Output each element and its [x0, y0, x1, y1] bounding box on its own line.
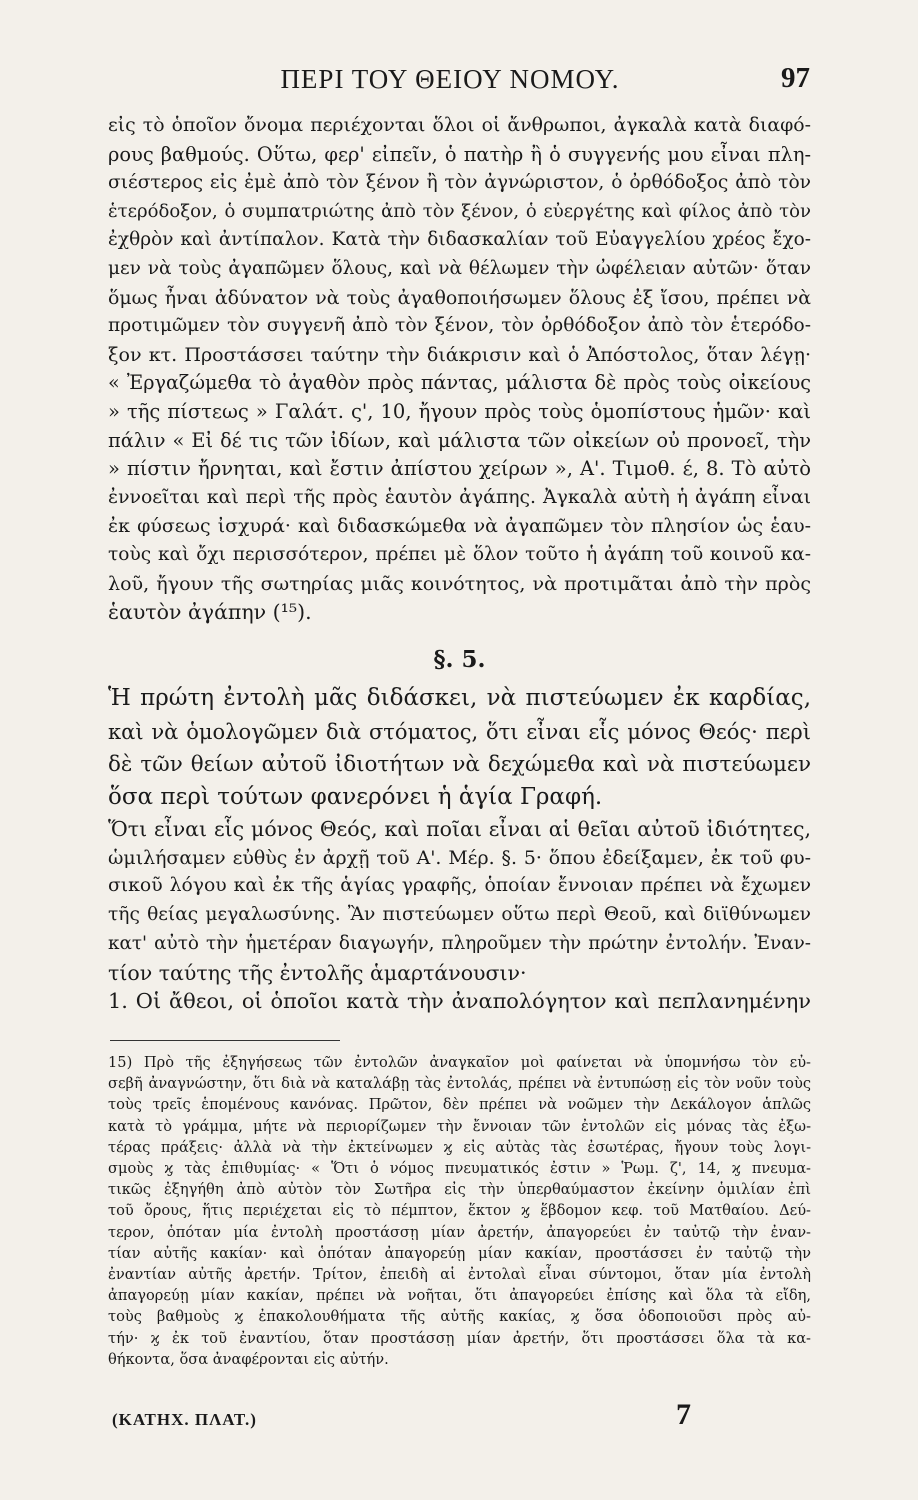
text-line: « Ἐργαζώμεθα τὸ ἀγαθὸν πρὸς πάντας, μάλιστα δὲ πρὸς τοὺς οἰκείους — [108, 371, 811, 395]
footnote-line: ἀπαγορεύῃ μίαν κακίαν, πρέπει νὰ νοῆται, ὅτι ἀπαγορεύει ἐπίσης καὶ ὅλα τὰ εἴδη, — [108, 1287, 811, 1305]
statement-line: δὲ τῶν θείων αὐτοῦ ἰδιοτήτων νὰ δεχώμεθα καὶ νὰ πιστεύωμεν — [108, 752, 811, 777]
printer-signature: (ΚΑΤΗΧ. ΠΛΑΤ.) — [112, 1410, 257, 1429]
text-line: ὡμιλήσαμεν εὐθὺς ἐν ἀρχῇ τοῦ Α'. Μέρ. §. 5· ὅπου ἐδείξαμεν, ἐκ τοῦ φυ- — [108, 846, 811, 869]
statement-line: ὅσα περὶ τούτων φανερόνει ἡ ἁγία Γραφή. — [108, 784, 603, 810]
explanation-paragraph — [108, 815, 811, 1016]
running-title: ΠΕΡΙ ΤΟΥ ΘΕΙΟΥ ΝΟΜΟΥ. — [280, 64, 620, 94]
footnote-line: 15) Πρὸ τῆς ἐξηγήσεως τῶν ἐντολῶν ἀναγκαῖον μοὶ φαίνεται νὰ ὑπομνήσω τὸν εὐ- — [108, 1054, 811, 1071]
text-line: τίον ταύτης τῆς ἐντολῆς ἁμαρτάνουσιν· — [108, 960, 527, 985]
page-number: 97 — [781, 62, 810, 94]
text-line: τῆς θείας μεγαλωσύνης. Ἂν πιστεύωμεν οὕτω περὶ Θεοῦ, καὶ διϊθύνωμεν — [108, 904, 811, 926]
text-line: » πίστιν ἤρνηται, καὶ ἔστιν ἀπίστου χείρων », Α'. Τιμοθ. έ, 8. Τὸ αὐτὸ — [108, 457, 811, 481]
commandment-statement — [108, 682, 811, 814]
footnote — [108, 1052, 811, 1370]
footnote-line: τικῶς ἐξηγήθη ἀπὸ αὐτὸν τὸν Σωτῆρα εἰς τὴν ὑπερθαύμαστον ἐκείνην ὁμιλίαν ἐπὶ — [108, 1181, 811, 1199]
footnote-line: τοῦ ὄρους, ἥτις περιέχεται εἰς τὸ πέμπτον, ἕκτον ϗ ἕβδομον κεφ. τοῦ Ματθαίου. Δεύ- — [108, 1202, 811, 1220]
footnote-line: τέρας πράξεις· ἀλλὰ νὰ τὴν ἐκτείνωμεν ϗ εἰς αὐτὰς τὰς ἐσωτέρας, ἤγουν τοὺς λογι- — [108, 1138, 811, 1156]
text-line: κατ' αὐτὸ τὴν ἡμετέραν διαγωγήν, πληροῦμεν τὴν πρώτην ἐντολήν. Ἐναν- — [108, 932, 811, 954]
text-line: ἐκ φύσεως ἰσχυρά· καὶ διδασκώμεθα νὰ ἀγαπῶμεν τὸν πλησίον ὡς ἑαυ- — [108, 515, 811, 538]
footnote-line: κατὰ τὸ γράμμα, μήτε νὰ περιορίζωμεν τὴν ἔννοιαν τῶν ἐντολῶν εἰς μόνας τὰς ἐξω- — [108, 1117, 811, 1135]
text-line: ἑτερόδοξον, ὁ συμπατριώτης ἀπὸ τὸν ξένον, ὁ εὐεργέτης καὶ φίλος ἀπὸ τὸν — [108, 200, 811, 222]
text-line: ἐννοεῖται καὶ περὶ τῆς πρὸς ἑαυτὸν ἀγάπης. Ἀγκαλὰ αὐτὴ ἡ ἀγάπη εἶναι — [108, 486, 811, 508]
text-line: μεν νὰ τοὺς ἀγαπῶμεν ὅλους, καὶ νὰ θέλωμεν τὴν ὠφέλειαν αὐτῶν· ὅταν — [108, 257, 811, 279]
page-header — [110, 60, 810, 108]
opening-paragraph — [108, 112, 811, 627]
section-heading: §. 5. — [433, 646, 486, 673]
text-line: πάλιν « Εἰ δέ τις τῶν ἰδίων, καὶ μάλιστα τῶν οἰκείων οὐ προνοεῖ, τὴν — [108, 428, 811, 452]
text-line: εἰς τὸ ὁποῖον ὄνομα περιέχονται ὅλοι οἱ ἄνθρωποι, ἀγκαλὰ κατὰ διαφό- — [108, 115, 811, 136]
text-line: Ὅτι εἶναι εἷς μόνος Θεός, καὶ ποῖαι εἶναι αἱ θεῖαι αὐτοῦ ἰδιότητες, — [108, 817, 811, 841]
footnote-line: θήκοντα, ὅσα ἀναφέρονται εἰς αὐτήν. — [108, 1350, 389, 1368]
footnote-divider — [110, 1040, 340, 1041]
footnote-line: τοὺς βαθμοὺς ϗ ἐπακολουθήματα τῆς αὐτῆς κακίας, ϗ ὅσα ὁδοποιοῦσι πρὸς αὐ- — [108, 1308, 811, 1326]
text-line: προτιμῶμεν τὸν συγγενῆ ἀπὸ τὸν ξένον, τὸν ὀρθόδοξον ἀπὸ τὸν ἑτερόδο- — [108, 315, 811, 337]
text-line: σικοῦ λόγου καὶ ἐκ τῆς ἁγίας γραφῆς, ὁποίαν ἔννοιαν πρέπει νὰ ἔχωμεν — [108, 875, 811, 897]
text-line: ἑαυτὸν ἀγάπην (¹⁵). — [108, 600, 312, 625]
footnote-line: τίαν αὐτῆς κακίαν· καὶ ὁπόταν ἀπαγορεύῃ μίαν κακίαν, προστάσσει ἐν ταὐτῷ τὴν — [108, 1244, 811, 1262]
statement-line: καὶ νὰ ὁμολογῶμεν διὰ στόματος, ὅτι εἶναι εἷς μόνος Θεός· περὶ — [108, 719, 811, 744]
list-item — [108, 987, 811, 1016]
footnote-line: τερον, ὁπόταν μία ἐντολὴ προστάσσῃ μίαν ἀρετήν, ἀπαγορεύει ἐν ταὐτῷ τὴν ἐναν- — [108, 1223, 811, 1241]
text-line: ἐχθρὸν καὶ ἀντίπαλον. Κατὰ τὴν διδασκαλίαν τοῦ Εὐαγγελίου χρέος ἔχο- — [108, 229, 811, 251]
footnote-line: σμοὺς ϗ τὰς ἐπιθυμίας· « Ὅτι ὁ νόμος πνευματικός ἐστιν » Ῥωμ. ζ', 14, ϗ πνευμα- — [108, 1160, 811, 1178]
footnote-line: τήν· ϗ ἐκ τοῦ ἐναντίου, ὅταν προστάσσῃ μίαν ἀρετήν, ὅτι προστάσσει ὅλα τὰ κα- — [108, 1329, 811, 1347]
list-item-line: 1. Οἱ ἄθεοι, οἱ ὁποῖοι κατὰ τὴν ἀναπολόγητον καὶ πεπλανημένην — [108, 989, 811, 1014]
sheet-number: 7 — [676, 1398, 691, 1431]
footnote-line: ἐναντίαν αὐτῆς ἀρετήν. Τρίτον, ἐπειδὴ αἱ ἐντολαὶ εἶναι σύντομοι, ὅταν μία ἐντολὴ — [108, 1266, 811, 1284]
text-line: ὅμως ἦναι ἀδύνατον νὰ τοὺς ἀγαθοποιήσωμεν ὅλους ἐξ ἴσου, πρέπει νὰ — [108, 286, 811, 309]
text-line: » τῆς πίστεως » Γαλάτ. ς', 10, ἤγουν πρὸς τοὺς ὁμοπίστους ἡμῶν· καὶ — [108, 399, 811, 423]
text-line: λοῦ, ἤγουν τῆς σωτηρίας μιᾶς κοινότητος, νὰ προτιμᾶται ἀπὸ τὴν πρὸς — [108, 572, 811, 595]
text-line: τοὺς καὶ ὄχι περισσότερον, πρέπει μὲ ὅλον τοῦτο ἡ ἀγάπη τοῦ κοινοῦ κα- — [108, 543, 811, 565]
statement-line: Ἡ πρώτη ἐντολὴ μᾶς διδάσκει, νὰ πιστεύωμεν ἐκ καρδίας, — [108, 685, 811, 711]
text-line: ρους βαθμούς. Οὕτω, φερ' εἰπεῖν, ὁ πατὴρ ἢ ὁ συγγενής μου εἶναι πλη- — [108, 142, 811, 166]
footnote-line: τοὺς τρεῖς ἑπομένους κανόνας. Πρῶτον, δὲν πρέπει νὰ νοῶμεν τὴν Δεκάλογον ἁπλῶς — [108, 1096, 811, 1114]
footnote-line: σεβῆ ἀναγνώστην, ὅτι διὰ νὰ καταλάβῃ τὰς ἐντολάς, πρέπει νὰ ἐντυπώσῃ εἰς τὸν νοῦν τοὺς — [108, 1075, 811, 1093]
text-line: ξον κτ. Προστάσσει ταύτην τὴν διάκρισιν καὶ ὁ Ἀπόστολος, ὅταν λέγῃ· — [108, 343, 811, 366]
text-line: σιέστερος εἰς ἐμὲ ἀπὸ τὸν ξένον ἢ τὸν ἀγνώριστον, ὁ ὀρθόδοξος ἀπὸ τὸν — [108, 172, 811, 194]
